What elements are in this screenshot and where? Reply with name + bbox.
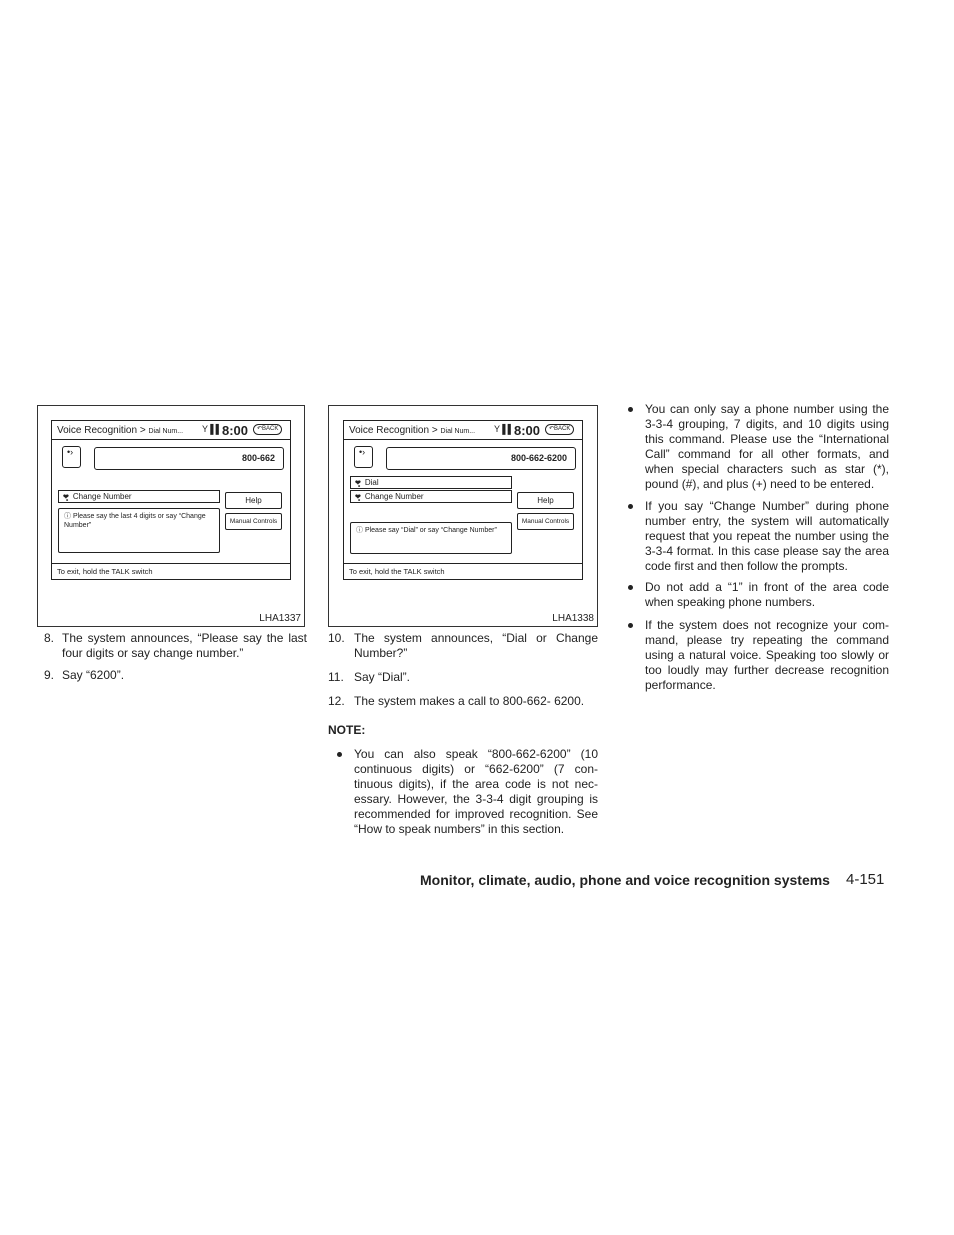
screen-clock: 8:00 <box>222 423 249 438</box>
signal-icon: Y▐▐ <box>202 424 218 434</box>
bullet-item <box>628 402 889 494</box>
bullet-dot <box>628 623 633 628</box>
screen-title: Voice Recognition > Dial Num... <box>57 425 184 436</box>
bullet-text: If you say “Change Number” during phone number entry, the system will automatically request that you repeat the number using the 3-3-4 format. In this case please say the area code first and then follow the prompts. <box>645 499 889 573</box>
step-text: The system makes a call to 800-662- 6200. <box>354 694 585 708</box>
menu-item-label: Change Number <box>72 492 132 501</box>
bullet-item <box>628 580 889 612</box>
bullet-item <box>628 499 889 576</box>
voice-command-icon: ❤͇ <box>355 480 361 487</box>
step-text: Say “6200”. <box>62 668 125 682</box>
bullet-item <box>628 618 889 695</box>
prompt-box: ⓘ Please say the last 4 digits or say “Change Number” <box>58 508 220 553</box>
screen-title: Voice Recognition > Dial Num... <box>349 425 476 436</box>
manual-controls-button[interactable]: Manual Controls <box>225 513 282 530</box>
figure-lha1338 <box>328 405 598 627</box>
voice-command-icon: ❤͇ <box>355 494 361 501</box>
menu-item-label: Dial <box>364 478 379 487</box>
bullet-text: If the system does not recognize your com- mand, please try repeating the command using a natural voice. Speaking too slowly or too loudly may further decrease recognition performance. <box>645 618 889 692</box>
back-button[interactable]: ↶BACK <box>545 424 574 435</box>
bullet-text: You can only say a phone number using the 3-3-4 grouping, 7 digits, and 10 digits using this command. Please use the “International Call” command for all other formats, and when special characters such as star (*), pound (#), and plus (+) need to be entered. <box>645 402 889 491</box>
screen-header <box>344 421 582 440</box>
section-title: Monitor, climate, audio, phone and voice recognition systems <box>420 872 830 888</box>
figure-lha1337 <box>37 405 305 627</box>
note-heading: NOTE: <box>328 723 366 737</box>
signal-icon: Y▐▐ <box>494 424 510 434</box>
bullet-dot <box>337 752 342 757</box>
bullet-dot <box>628 407 633 412</box>
step-9 <box>44 668 307 684</box>
voice-command-icon: ❤͇ <box>63 494 69 501</box>
step-number: 10. <box>328 631 345 645</box>
dialed-number-display: 800-662-6200 <box>386 447 576 470</box>
step-text: Say “Dial”. <box>354 670 411 684</box>
screen-footer: To exit, hold the TALK switch <box>52 563 290 579</box>
step-text: The system announces, “Please say the last four digits or say change number.” <box>62 631 307 660</box>
step-10 <box>328 631 598 663</box>
voice-recognition-screen <box>343 420 583 580</box>
step-text: The system announces, “Dial or Change Number?” <box>354 631 598 660</box>
prompt-box: ⓘ Please say “Dial” or say “Change Number” <box>350 522 512 554</box>
step-8 <box>44 631 307 663</box>
step-number: 8. <box>44 631 55 645</box>
screen-subtitle: Dial Num... <box>148 428 184 435</box>
manual-controls-button[interactable]: Manual Controls <box>517 513 574 530</box>
menu-item-label: Change Number <box>364 492 424 501</box>
screen-clock: 8:00 <box>514 423 541 438</box>
screen-footer: To exit, hold the TALK switch <box>344 563 582 579</box>
bullet-text: Do not add a “1” in front of the area code when speaking phone numbers. <box>645 580 889 609</box>
bullet-dot <box>628 504 633 509</box>
voice-recognition-screen <box>51 420 291 580</box>
dialed-number-display: 800-662 <box>94 447 284 470</box>
help-button[interactable]: Help <box>225 492 282 509</box>
page-number: 4-151 <box>846 871 885 888</box>
figure-label: LHA1337 <box>259 613 301 624</box>
screen-header <box>52 421 290 440</box>
step-12 <box>328 694 598 710</box>
menu-item-change-number[interactable] <box>58 490 220 503</box>
step-number: 9. <box>44 668 55 682</box>
step-11 <box>328 670 598 686</box>
speaking-face-icon: •› <box>354 446 373 468</box>
menu-item-change-number[interactable] <box>350 490 512 503</box>
speaking-face-icon: •› <box>62 446 81 468</box>
note-bullet <box>337 747 598 839</box>
back-button[interactable]: ↶BACK <box>253 424 282 435</box>
step-number: 12. <box>328 694 345 708</box>
bullet-dot <box>628 585 633 590</box>
bullet-text: You can also speak “800-662-6200” (10 continuous digits) or “662-6200” (7 con- tinuous digits), if the area code is not nec- essary. However, the 3-3-4 digit grouping is recommended for improved recognition. See “How to speak numbers” in this section. <box>354 747 598 836</box>
screen-subtitle: Dial Num... <box>440 428 476 435</box>
help-button[interactable]: Help <box>517 492 574 509</box>
figure-label: LHA1338 <box>552 613 594 624</box>
menu-item-dial[interactable] <box>350 476 512 489</box>
step-number: 11. <box>328 670 344 684</box>
